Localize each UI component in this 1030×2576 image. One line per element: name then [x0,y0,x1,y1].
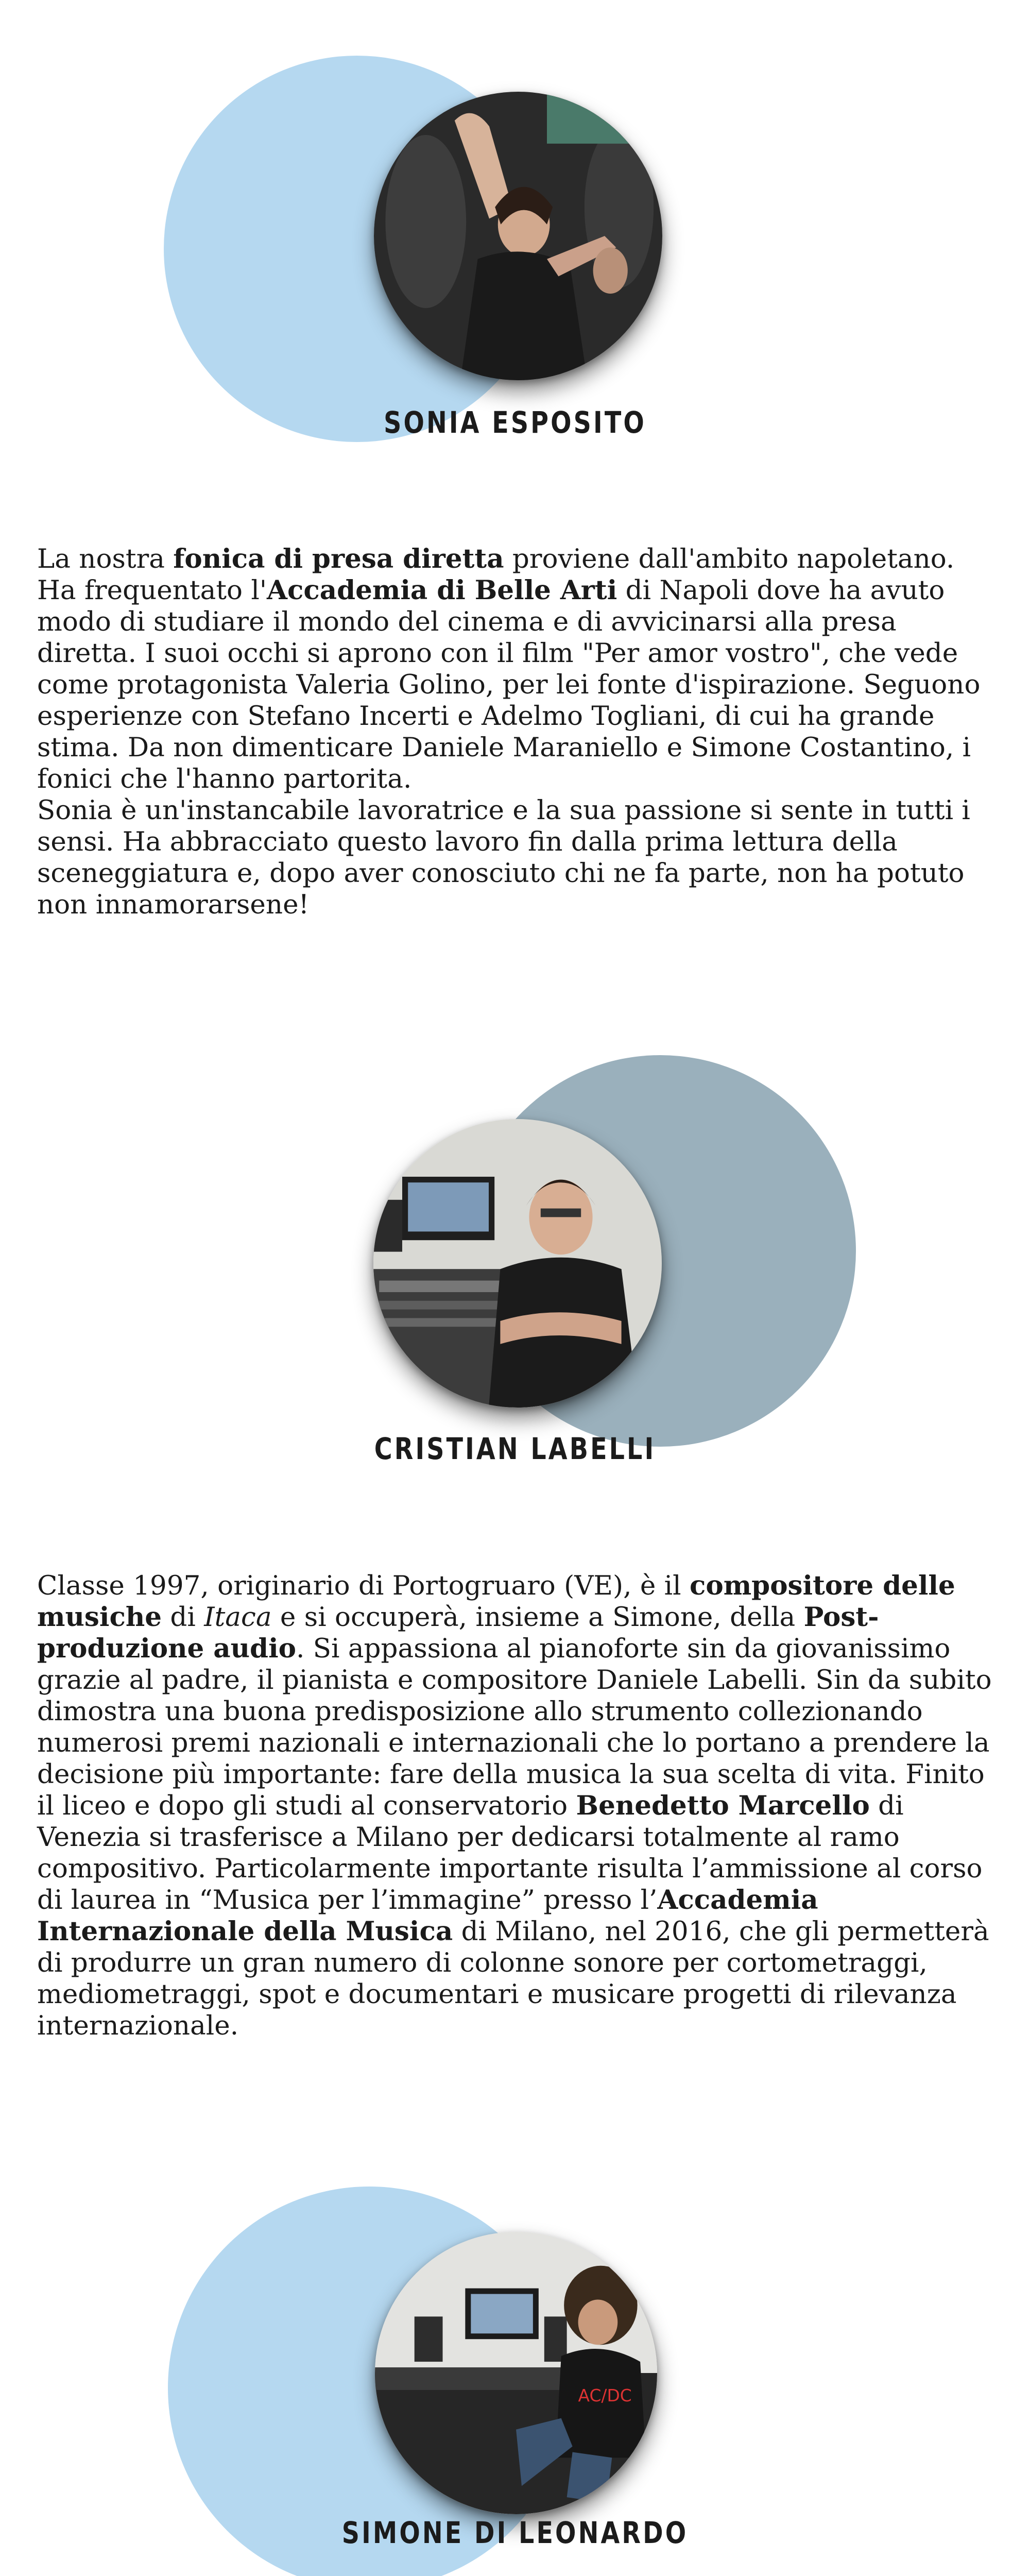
bio-text: e si occuperà, insieme a Simone, della [271,1602,804,1633]
bio-bold-text: Post-produzione audio [37,1602,879,1664]
bio-bold-text: compositore delle musiche [37,1570,955,1633]
bio-text: proviene dall'ambito napoletano. Ha frequentato l' [37,544,955,606]
bio-italic-text: Itaca [204,1602,272,1633]
person-dancing-icon [374,92,662,380]
bio-bold-text: Accademia Internazionale della Musica [37,1885,818,1947]
bio-bold-text: Benedetto Marcello [576,1790,870,1821]
bio-text: di Milano, nel 2016, che gli permetterà di produrre un gran numero di colonne sonore per cortometraggi, mediometraggi, spot e documentari e musicare progetti di rilevanza internazionale. [37,1916,989,2041]
svg-text:AC/DC: AC/DC [578,2385,632,2405]
bio-text: di [162,1602,204,1633]
profile-photo [375,2232,657,2514]
person-in-recording-studio-icon [375,2232,657,2514]
bio-paragraph [37,1570,995,2042]
bio-text: . Si appassiona al pianoforte sin da giovanissimo grazie al padre, il pianista e compositore Daniele Labelli. Sin da subito dimostra una buona predisposizione allo strumento collezionando numerosi premi nazionali e internazionali che lo portano a prendere la decisione più importante: fare della musica la sua scelta di vita. Finito il liceo e dopo gli studi al conservatorio [37,1633,992,1821]
bio-bold-text: fonica di presa diretta [173,544,504,574]
bio-bold-text: Accademia di Belle Arti [267,575,617,606]
bio-text: Sonia è un'instancabile lavoratrice e la sua passione si sente in tutti i sensi. Ha abbracciato questo lavoro fin dalla prima lettura della sceneggiatura e, dopo aver conosciuto chi ne fa parte, non ha potuto non innamorarsene! [37,795,970,920]
profile-bio [37,544,995,921]
profile-name: SIMONE DI LEONARDO [341,2515,689,2550]
bio-text: Classe 1997, originario di Portogruaro (VE), è il [37,1570,690,1601]
bio-text: di Napoli dove ha avuto modo di studiare il mondo del cinema e di avvicinarsi alla presa diretta. I suoi occhi si aprono con il film "Per amor vostro", che vede come protagonista Valeria Golino, per lei fonte d'ispirazione. Seguono esperienze con Stefano Incerti e Adelmo Togliani, di cui ha grande stima. Da non dimenticare Daniele Maraniello e Simone Costantino, i fonici che l'hanno partorita. [37,575,981,794]
profile-photo [374,92,662,380]
profile-name: CRISTIAN LABELLI [374,1431,656,1466]
profile-name: SONIA ESPOSITO [384,405,646,440]
profile-photo [373,1119,662,1408]
bio-text: di Venezia si trasferisce a Milano per dedicarsi totalmente al ramo compositivo. Particolarmente importante risulta l’ammissione al corso di laurea in “Musica per l’immagine” presso l’ [37,1790,983,1916]
bio-paragraph [37,544,995,795]
bio-paragraph [37,795,995,921]
bio-text: La nostra [37,544,174,574]
person-at-mixing-console-icon [373,1119,662,1408]
profile-bio [37,1570,995,2042]
